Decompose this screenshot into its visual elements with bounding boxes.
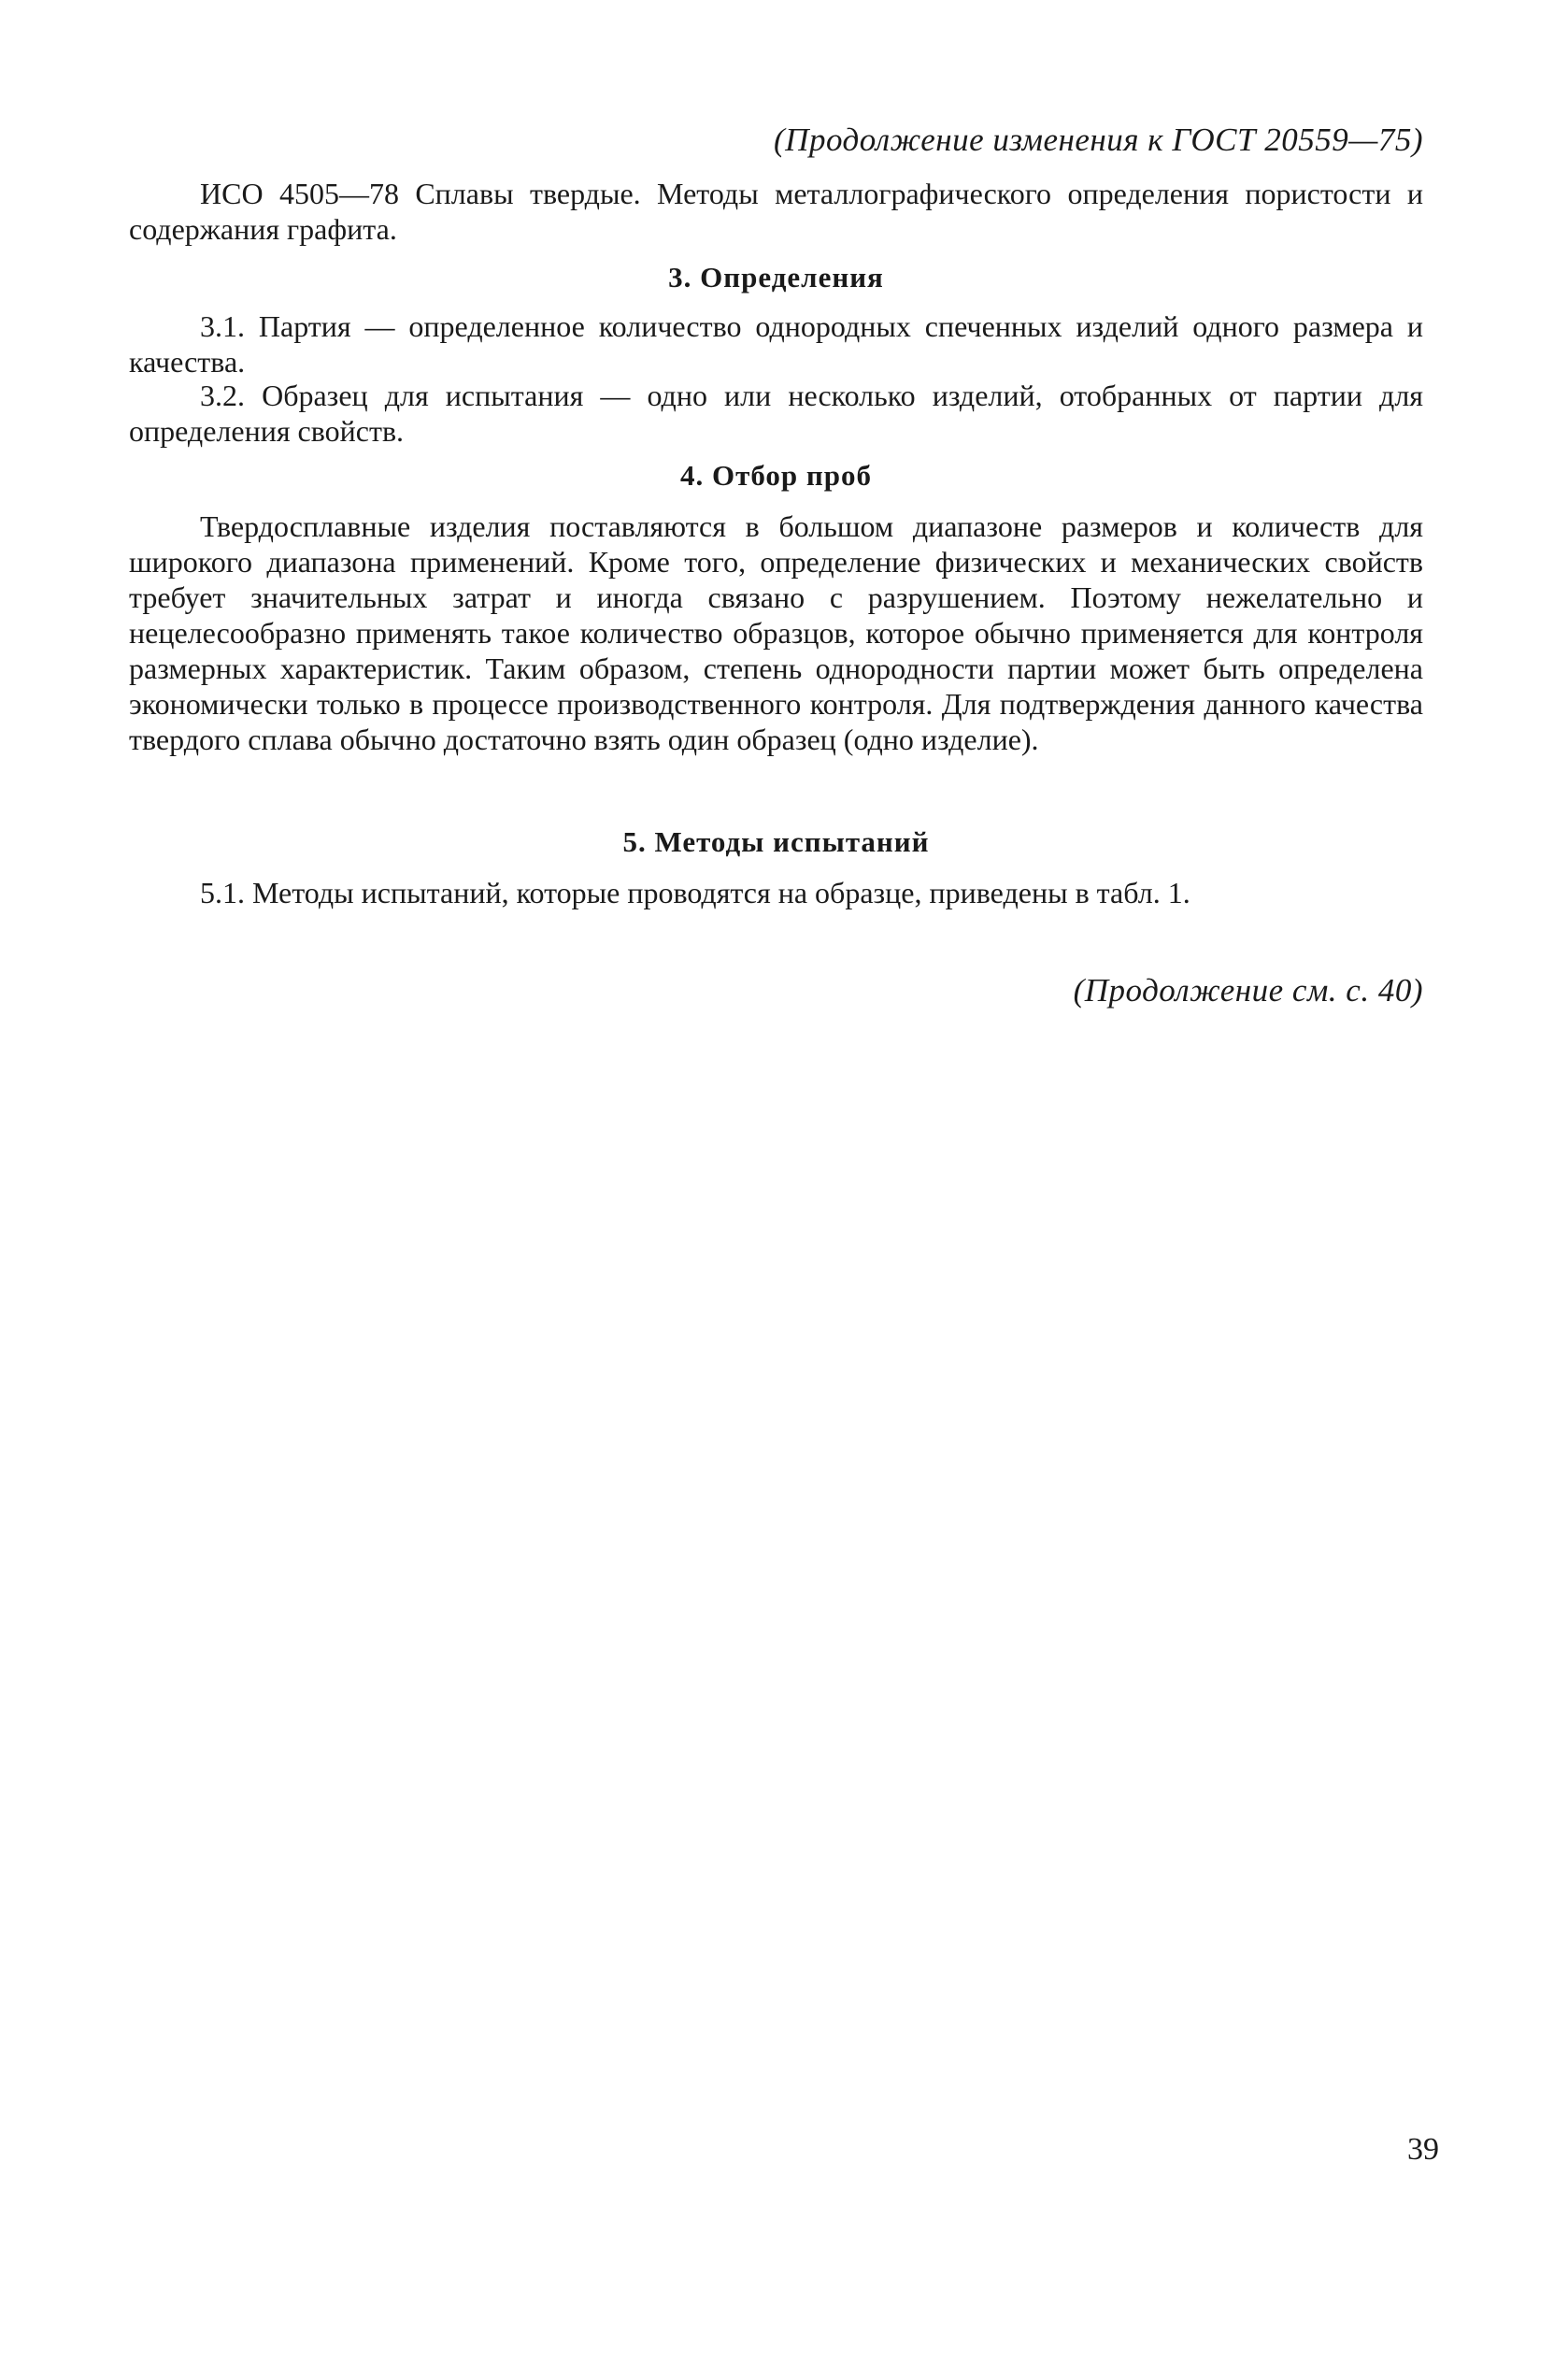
sampling-paragraph [129,508,1423,757]
definition-3-1-text: 3.1. Партия — определенное количество однородных спеченных изделий одного размера и качества. [129,309,1423,379]
section-4 [129,458,1423,494]
definition-3-2-text: 3.2. Образец для испытания — одно или несколько изделий, отобранных от партии для определения свойств. [129,379,1423,448]
section-3 [129,260,1423,295]
running-header: (Продолжение изменения к ГОСТ 20559—75) [774,122,1423,158]
sampling-paragraph-text: Твердосплавные изделия поставляются в большом диапазоне размеров и количеств для широкого диапазона применений. Кроме того, определение физических и механических свойств требует значительных затрат и иногда связано с разрушением. Поэтому нежелательно и нецелесообразно применять такое количество образцов, которое обычно применяется для контроля размерных характеристик. Таким образом, степень однородности партии может быть определена экономически только в процессе производственного контроля. Для подтверждения данного качества твердого сплава обычно достаточно взять один образец (одно изделие). [129,509,1423,756]
section-5-heading: 5. Методы испытаний [622,825,930,858]
section-3-heading: 3. Определения [668,261,884,293]
section-5 [129,824,1423,860]
definition-3-1 [129,308,1423,379]
page-number: 39 [1407,2132,1439,2167]
test-methods-5-1-text: 5.1. Методы испытаний, которые проводятся на образце, приведены в табл. 1. [200,876,1190,909]
test-methods-5-1 [129,875,1423,910]
iso-reference [129,176,1423,247]
iso-reference-text: ИСО 4505—78 Сплавы твердые. Методы металлографического определения пористости и содержания графита. [129,177,1423,246]
definition-3-2 [129,378,1423,449]
continuation-note: (Продолжение см. с. 40) [1073,972,1423,1009]
section-4-heading: 4. Отбор проб [679,459,873,492]
